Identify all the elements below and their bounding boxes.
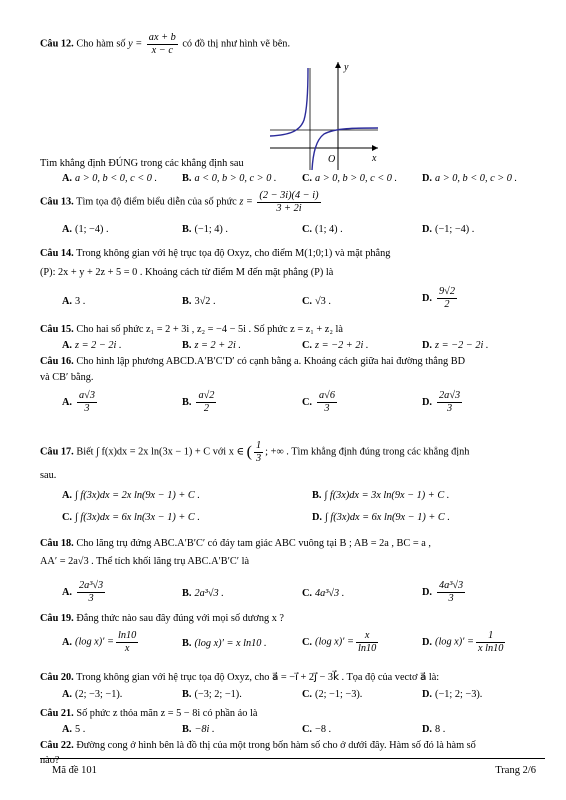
graph-y-arrow xyxy=(335,62,341,68)
question-21-stem xyxy=(40,708,545,721)
question-14-label: Câu 14. xyxy=(40,248,74,259)
question-12-fraction xyxy=(147,32,178,57)
q13-option-c[interactable]: C. (1; 4) . xyxy=(302,224,343,235)
q13-option-b[interactable]: B. (−1; 4) . xyxy=(182,224,228,235)
footer-exam-code: Mã đề 101 xyxy=(52,765,97,776)
footer-divider xyxy=(40,758,545,759)
q18-option-c[interactable]: C. 4a³√3 . xyxy=(302,588,345,599)
q14-option-a[interactable]: A. 3 . xyxy=(62,296,86,307)
question-18-text-1: Cho lăng trụ đứng ABC.A′B′C′ có đáy tam giác ABC vuông tại B ; AB = 2a , BC = a , xyxy=(76,538,431,549)
question-14-text-1: Trong không gian với hệ trục tọa độ Oxyz, cho điểm M(1;0;1) và mặt phẳng xyxy=(76,248,391,259)
q20-option-c[interactable]: C. (2; −1; −3). xyxy=(302,689,363,700)
question-22-label: Câu 22. xyxy=(40,740,74,751)
question-12-text-before: Cho hàm số xyxy=(76,38,126,50)
q21-option-c[interactable]: C. −8 . xyxy=(302,724,332,735)
q19-option-c[interactable]: C. (log x)′ = $\frac{x}{\ln 10}$ xyxy=(302,630,377,654)
question-15-text: Cho hai số phức z₁ = 2 + 3i , z₂ = −4 − 5i . Số phức z = z₁ + z₂ là xyxy=(76,324,343,335)
question-15-stem xyxy=(40,324,545,337)
question-21-label: Câu 21. xyxy=(40,708,74,719)
question-17-text-1b: ; +∞ . Tìm khẳng định đúng trong các khẳng định xyxy=(265,446,470,458)
question-12-frac-den: x − c xyxy=(151,44,173,56)
question-17-interval-fraction: $\frac{1}{3}$ xyxy=(255,440,262,464)
question-15-label: Câu 15. xyxy=(40,324,74,335)
question-17-line-2: sau. xyxy=(40,470,57,481)
q15-option-b[interactable]: B. z = 2 + 2i . xyxy=(182,340,241,351)
q15-option-c[interactable]: C. z = −2 + 2i . xyxy=(302,340,369,351)
q18-option-d[interactable]: D. $\frac{\text{4a³√3}}{3}$ xyxy=(422,580,464,604)
q21-option-a[interactable]: A. 5 . xyxy=(62,724,86,735)
q17-option-c[interactable]: C. ∫ f(3x)dx = 6x ln(3x − 1) + C . xyxy=(62,512,200,523)
question-19-stem xyxy=(40,613,545,626)
q17-option-a[interactable]: A. ∫ f(3x)dx = 2x ln(9x − 1) + C . xyxy=(62,490,200,501)
q15-option-a[interactable]: A. z = 2 − 2i . xyxy=(62,340,122,351)
question-14-line-2: (P): 2x + y + 2z + 5 = 0 . Khoảng cách từ điểm M đến mặt phẳng (P) là xyxy=(40,267,334,278)
question-12-stem xyxy=(40,32,545,57)
graph-origin-label: O xyxy=(328,154,336,165)
q16-option-b[interactable]: B. $\frac{a√2}{2}$ xyxy=(182,390,215,414)
q12-option-c[interactable]: C. a > 0, b > 0, c < 0 . xyxy=(302,173,398,184)
q19-option-b[interactable]: B. (log x)′ = x ln10 . xyxy=(182,638,267,649)
q12-option-d[interactable]: D. a > 0, b < 0, c > 0 . xyxy=(422,173,518,184)
q16-option-d[interactable]: D. $\frac{2a√3}{3}$ xyxy=(422,390,461,414)
question-12-frac-num: ax + b xyxy=(148,32,176,43)
question-12-label: Câu 12. xyxy=(40,38,74,50)
q17-option-b[interactable]: B. ∫ f(3x)dx = 3x ln(9x − 1) + C . xyxy=(312,490,450,501)
q17-option-d[interactable]: D. ∫ f(3x)dx = 6x ln(9x − 1) + C . xyxy=(312,512,450,523)
question-14-line-1 xyxy=(40,248,545,261)
question-17-line-1: Câu 17. Biết ∫ f(x)dx = 2x ln(3x − 1) + C với x ∈ ( $\frac{1}{3}$ ; +∞ . Tìm khẳng định đúng trong các khẳng định xyxy=(40,440,470,464)
question-20-label: Câu 20. xyxy=(40,672,74,683)
question-12-text-after: có đồ thị như hình vẽ bên. xyxy=(182,38,291,50)
question-12-prompt: Tìm khẳng định ĐÚNG trong các khẳng định sau xyxy=(40,158,244,169)
q16-option-c[interactable]: C. $\frac{a√6}{3}$ xyxy=(302,390,335,414)
question-17-text-1a: Biết ∫ f(x)dx = 2x ln(3x − 1) + C với x ∈ xyxy=(76,446,245,458)
q15-option-d[interactable]: D. z = −2 − 2i . xyxy=(422,340,489,351)
q12-option-b[interactable]: B. a < 0, b > 0, c > 0 . xyxy=(182,173,277,184)
q21-option-d[interactable]: D. 8 . xyxy=(422,724,446,735)
q14-option-c[interactable]: C. √3 . xyxy=(302,296,331,307)
q21-option-b[interactable]: B. −8i . xyxy=(182,724,215,735)
q19-option-d[interactable]: D. (log x)′ = $\frac{1}{\text{x ln10}}$ xyxy=(422,630,504,654)
q19-option-a[interactable]: A. (log x)′ = $\frac{\ln 10}{x}$ xyxy=(62,630,137,654)
question-17-label: Câu 17. xyxy=(40,446,74,458)
q16-option-a[interactable]: A. $\frac{a√3}{3}$ xyxy=(62,390,95,414)
question-13-frac-num: (2 − 3i)(4 − i) xyxy=(259,190,319,201)
q18-option-a[interactable]: A. $\frac{\text{2a³√3}}{3}$ xyxy=(62,580,104,604)
q13-option-a[interactable]: A. (1; −4) . xyxy=(62,224,109,235)
question-13-frac-den: 3 + 2i xyxy=(276,202,302,214)
q14-option-d[interactable]: D. $\frac{9√2}{2}$ xyxy=(422,286,455,310)
question-16-line-2: và CB′ bằng. xyxy=(40,372,94,383)
question-19-label: Câu 19. xyxy=(40,613,74,624)
question-13-stem xyxy=(40,190,545,215)
q20-option-d[interactable]: D. (−1; 2; −3). xyxy=(422,689,483,700)
question-22-line-1 xyxy=(40,740,545,753)
question-12-formula-lhs: y = xyxy=(128,38,143,50)
question-13-fraction xyxy=(257,190,320,215)
question-13-label: Câu 13. xyxy=(40,196,74,208)
question-12-graph xyxy=(260,58,380,173)
question-13-text: Tìm tọa độ điểm biểu diễn của số phức xyxy=(76,196,237,208)
question-16-line-1 xyxy=(40,356,545,369)
q20-option-b[interactable]: B. (−3; 2; −1). xyxy=(182,689,242,700)
question-18-line-1 xyxy=(40,538,545,551)
q12-option-a[interactable]: A. a > 0, b < 0, c < 0 . xyxy=(62,173,158,184)
question-13-formula-lhs: z = xyxy=(239,196,253,208)
question-19-text: Đẳng thức nào sau đây đúng với mọi số dương x ? xyxy=(76,613,284,624)
q13-option-d[interactable]: D. (−1; −4) . xyxy=(422,224,475,235)
graph-x-arrow xyxy=(372,145,378,151)
graph-x-label: x xyxy=(372,153,377,164)
q18-option-b[interactable]: B. 2a³√3 . xyxy=(182,588,224,599)
question-21-text: Số phức z thỏa mãn z = 5 − 8i có phần ảo là xyxy=(76,708,258,719)
question-16-text-1: Cho hình lập phương ABCD.A′B′C′D′ có cạnh bằng a. Khoảng cách giữa hai đường thẳng BD xyxy=(76,356,466,367)
question-18-label: Câu 18. xyxy=(40,538,74,549)
question-20-stem xyxy=(40,672,545,685)
question-22-line-2: nào? xyxy=(40,755,60,766)
question-16-label: Câu 16. xyxy=(40,356,74,367)
footer-page-number: Trang 2/6 xyxy=(495,765,536,776)
graph-y-label: y xyxy=(344,62,349,73)
graph-left-branch xyxy=(270,68,308,136)
q14-option-b[interactable]: B. 3√2 . xyxy=(182,296,216,307)
q20-option-a[interactable]: A. (2; −3; −1). xyxy=(62,689,123,700)
question-22-text-1: Đường cong ở hình bên là đồ thị của một trong bốn hàm số cho ở dưới đây. Hàm số đó là hàm số xyxy=(76,740,476,751)
question-20-text: Trong không gian với hệ trục tọa độ Oxyz, cho a⃗ = −i⃗ + 2j⃗ − 3k⃗ . Tọa độ của vectơ a⃗ là: xyxy=(76,672,440,683)
question-18-line-2: AA′ = 2a√3 . Thể tích khối lăng trụ ABC.A′B′C′ là xyxy=(40,556,250,567)
